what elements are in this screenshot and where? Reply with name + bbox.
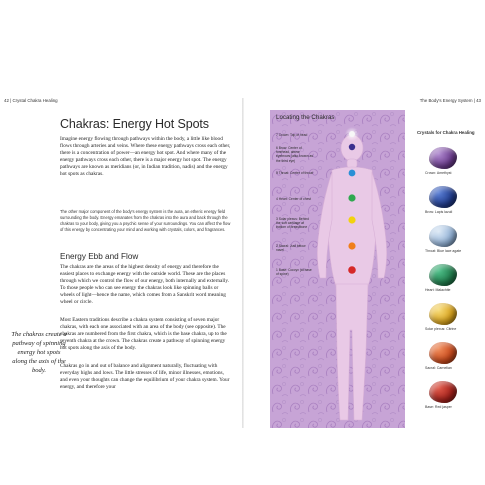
crystal-label: Sacral: Carnelian <box>425 366 452 370</box>
section-subhead: Energy Ebb and Flow <box>60 252 139 261</box>
chakra-base <box>348 266 356 274</box>
crystal-label: Throat: Blue lace agate <box>425 249 462 253</box>
crystal-label: Base: Red jasper <box>425 405 452 409</box>
crystal-solar-plexus <box>425 303 477 331</box>
paragraph-1: The chakras are the areas of the highest density of energy and therefore the easiest places to exchange energy with the outside world. These are the places through which we control the flow of our energy, both internally and externally. To those people who can see energy the chakras look like spinning balls or wheels of light—hence the name, which comes from a Sanskrit word meaning wheel or circle. <box>60 264 229 306</box>
page-title: Chakras: Energy Hot Spots <box>60 117 209 131</box>
chakra-throat <box>349 170 356 177</box>
label-heart: 4 Heart: Center of chest <box>276 197 312 201</box>
crystals-heading: Crystals for Chakra Healing <box>417 130 475 135</box>
crystal-brow <box>425 186 477 214</box>
running-head-left: 42 | Crystal Chakra Healing <box>4 98 58 103</box>
label-brow: 6 Brow: Center of forehead, above eyebrows (also known as the third eye) <box>276 146 314 163</box>
crystal-crown <box>425 147 477 175</box>
label-crown: 7 Crown: Top of head <box>276 133 308 137</box>
malachite-stone <box>429 264 457 286</box>
blue-lace-agate-stone <box>429 225 457 247</box>
crystal-heart <box>425 264 477 292</box>
red-jasper-stone <box>429 381 457 403</box>
secondary-paragraph: The other major component of the body's energy system is the aura, an etheric energy field surrounding the body. Energy emanates from the chakras into the aura and back through the chakras to your body, giving you a psychic sense of your surroundings. You can affect the flow of this energy by concentrating your mind and working with crystals, colors, and fragrances. <box>60 209 231 232</box>
chakra-sacral <box>348 242 355 249</box>
crystal-label: Brow: Lapis lazuli <box>425 210 453 214</box>
citrine-stone <box>429 303 457 325</box>
crystal-throat <box>425 225 477 253</box>
chakra-heart <box>348 194 355 201</box>
crystal-label: Crown: Amethyst <box>425 171 452 175</box>
pull-quote: The chakras create a pathway of spinning energy hot spots along the axis of the body. <box>11 331 67 374</box>
lapis-lazuli-stone <box>429 186 457 208</box>
left-page <box>4 98 242 428</box>
amethyst-stone <box>429 147 457 169</box>
right-page <box>244 98 481 428</box>
chakra-solar-plexus <box>348 216 355 223</box>
running-head-right: The Body's Energy System | 43 <box>419 98 481 103</box>
crystal-base <box>425 381 477 409</box>
intro-paragraph: Imagine energy flowing through pathways within the body, a little like blood flows through arteries and veins. Where these energy pathways cross each other, there is a concentration of power—an energy hot spot. And where many of the energy pathways cross each other, there is a major energy hot spot. The energy pathways are known as meridians (or, in Indian tradition, nadis) and the energy hot spots as chakras. <box>60 136 231 178</box>
chakra-figure <box>270 110 405 428</box>
figure-title: Locating the Chakras <box>276 114 335 121</box>
label-solar-plexus: 3 Solar plexus: Behind the soft cartilage at bottom of breastbone <box>276 217 309 230</box>
paragraph-2: Most Eastern traditions describe a chakra system consisting of seven major chakras, with each one associated with an area of the body (see opposite). The chakras are numbered from the first chakra, which is the base chakra, up to the seventh chakra at the crown. The chakras create a pathway of spinning energy hot spots along the axis of the body. <box>60 317 227 352</box>
book-spread <box>4 98 481 428</box>
label-throat: 5 Throat: Center of throat <box>276 171 313 175</box>
label-sacral: 2 Sacral: Just below navel <box>276 244 306 253</box>
crystal-label: Heart: Malachite <box>425 288 451 292</box>
crystal-label: Solar plexus: Citrine <box>425 327 457 331</box>
crystals-column <box>413 98 479 428</box>
chakra-brow <box>349 144 355 150</box>
chakra-crown <box>349 131 355 137</box>
label-base: 1 Base: Coccyx (at base of spine) <box>276 268 312 277</box>
carnelian-stone <box>429 342 457 364</box>
crystal-sacral <box>425 342 477 370</box>
paragraph-3: Chakras go in and out of balance and alignment naturally, fluctuating with everyday highs and lows. The little stresses of life, minor illnesses, emotions, and even your thoughts can change the equilibrium of your chakra system. Your energy, and therefore your <box>60 363 230 391</box>
